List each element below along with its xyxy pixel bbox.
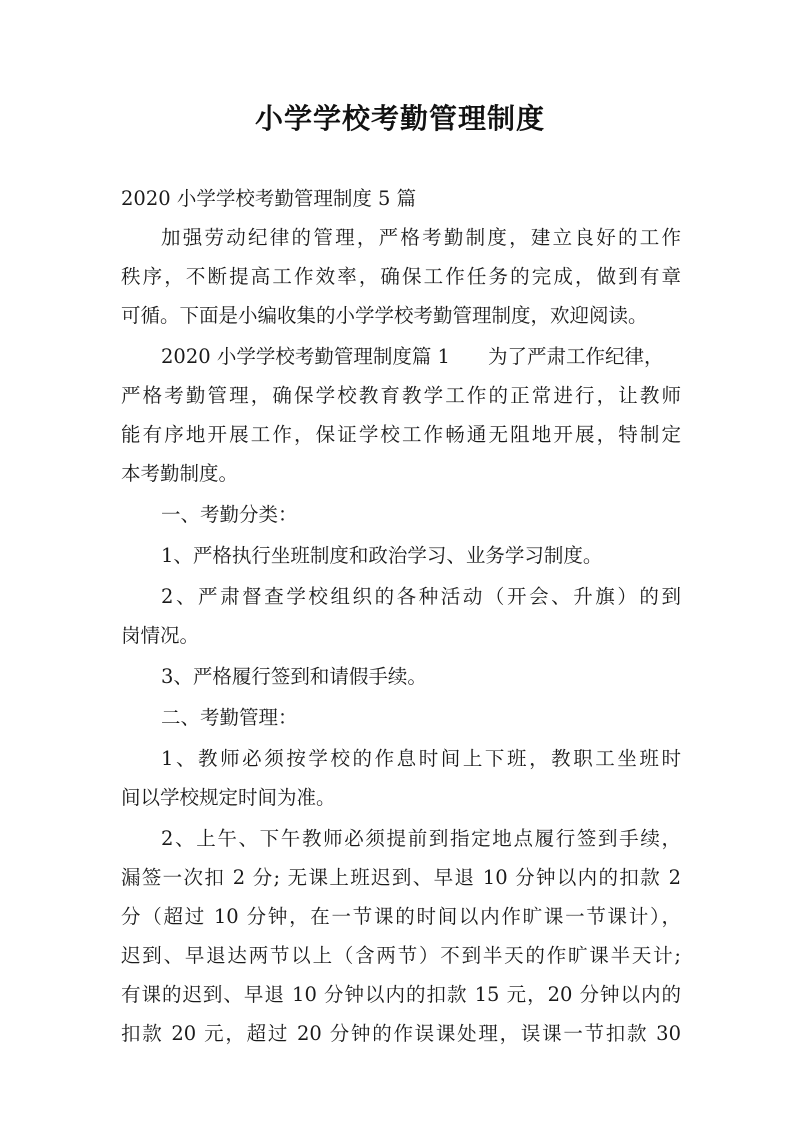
document-body xyxy=(121,186,681,1047)
paragraph-line: 漏签一次扣 2 分; 无课上班迟到、早退 10 分钟以内的扣款 2 xyxy=(121,866,681,889)
paragraph-line: 可循。下面是小编收集的小学学校考勤管理制度，欢迎阅读。 xyxy=(121,304,648,327)
list-item: 1、严格执行坐班制度和政治学习、业务学习制度。 xyxy=(161,544,603,567)
list-item xyxy=(121,584,681,649)
paragraph-line: 2、严肃督查学校组织的各种活动（开会、升旗）的到 xyxy=(161,585,681,608)
paragraph-line: 秩序，不断提高工作效率，确保工作任务的完成，做到有章 xyxy=(121,265,681,288)
list-item xyxy=(121,746,681,811)
list-item: 3、严格履行签到和请假手续。 xyxy=(161,665,427,688)
paragraph-line: 扣款 20 元，超过 20 分钟的作误课处理，误课一节扣款 30 xyxy=(121,1022,681,1045)
document-subtitle: 2020 小学学校考勤管理制度 5 篇 xyxy=(121,187,417,210)
paragraph-line: 岗情况。 xyxy=(121,624,200,647)
paragraph-line: 本考勤制度。 xyxy=(121,462,239,485)
paragraph-line: 间以学校规定时间为准。 xyxy=(121,786,336,809)
intro-paragraph xyxy=(121,225,681,329)
paragraph-line: 有课的迟到、早退 10 分钟以内的扣款 15 元，20 分钟以内的 xyxy=(121,983,681,1006)
document-title: 小学学校考勤管理制度 xyxy=(254,102,545,135)
article-paragraph xyxy=(121,344,681,487)
list-item xyxy=(121,826,681,1047)
paragraph-line: 能有序地开展工作，保证学校工作畅通无阻地开展，特制定 xyxy=(121,423,681,446)
section-heading: 二、考勤管理： xyxy=(161,706,298,729)
paragraph-line: 分（超过 10 分钟，在一节课的时间以内作旷课一节课计）， xyxy=(121,905,681,928)
paragraph-line: 严格考勤管理，确保学校教育教学工作的正常进行，让教师 xyxy=(121,384,681,407)
paragraph-line: 加强劳动纪律的管理，严格考勤制度，建立良好的工作 xyxy=(161,226,681,249)
paragraph-line: 1、教师必须按学校的作息时间上下班，教职工坐班时 xyxy=(161,747,681,770)
paragraph-line: 迟到、早退达两节以上（含两节）不到半天的作旷课半天计; xyxy=(121,944,681,967)
section-heading: 一、考勤分类： xyxy=(161,503,298,526)
article-first-line: 为了严肃工作纪律， xyxy=(487,345,664,368)
paragraph-line: 2、上午、下午教师必须提前到指定地点履行签到手续， xyxy=(161,827,681,850)
article-heading: 2020 小学学校考勤管理制度篇 1 xyxy=(161,345,450,368)
paragraph-line xyxy=(121,344,681,370)
